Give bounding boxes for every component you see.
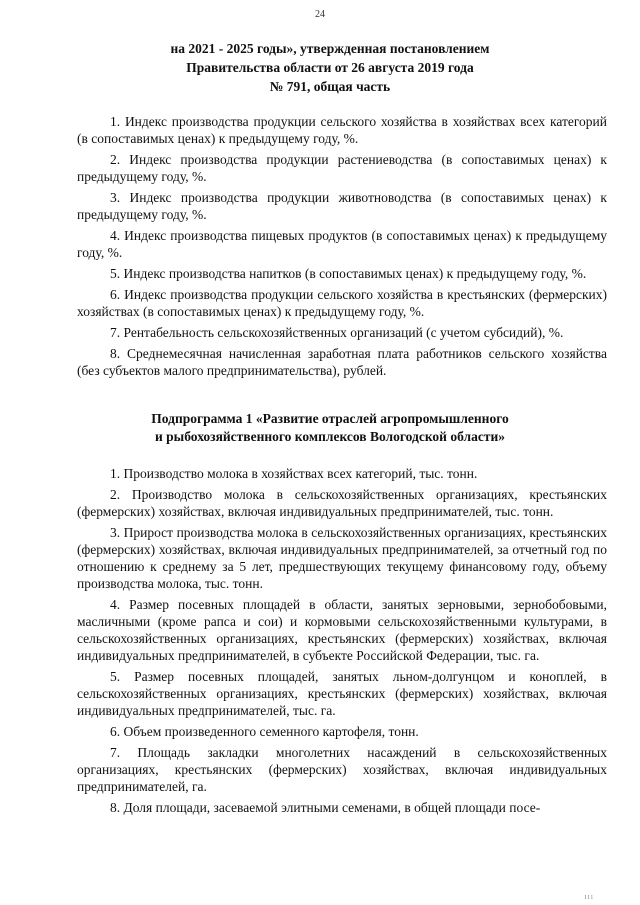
list-item: 6. Объем произведенного семенного картофеля, тонн.: [110, 724, 419, 739]
general-indicators-list: [77, 113, 607, 383]
list-item: 1. Индекс производства продукции сельского хозяйства в хозяйствах всех категорий (в сопоставимых ценах) к предыдущему году, %.: [77, 114, 607, 146]
list-item: 7. Площадь закладки многолетних насаждений в сельскохозяйственных организациях, крестьянских (фермерских) хозяйствах, включая индивидуальных предпринимателей, га.: [77, 745, 607, 794]
list-item: 2. Индекс производства продукции растениеводства (в сопоставимых ценах) к предыдущему году, %.: [77, 152, 607, 184]
list-item: 3. Прирост производства молока в сельскохозяйственных организациях, крестьянских (фермерских) хозяйствах, включая индивидуальных предпринимателей, за отчетный год по отношению к среднему за 5 лет, предшествующих текущему финансовому году, объему производства молока, тыс. тонн.: [77, 525, 607, 591]
subprogram-heading-line-1: Подпрограмма 1 «Развитие отраслей агропромышленного: [151, 411, 509, 426]
list-item: 3. Индекс производства продукции животноводства (в сопоставимых ценах) к предыдущему году, %.: [77, 190, 607, 222]
corner-mark: ııı: [584, 892, 594, 901]
list-item: 2. Производство молока в сельскохозяйственных организациях, крестьянских (фермерских) хозяйствах, включая индивидуальных предпринимателей, тыс. тонн.: [77, 487, 607, 519]
list-item: 5. Размер посевных площадей, занятых льном-долгунцом и коноплей, в сельскохозяйственных организациях, крестьянских (фермерских) хозяйствах, включая индивидуальных предпринимателей, тыс. га.: [77, 669, 607, 718]
document-title: [60, 39, 600, 96]
list-item: 4. Размер посевных площадей в области, занятых зерновыми, зернобобовыми, масличными (кроме рапса и сои) и кормовыми сельскохозяйственными культурами, в сельскохозяйственных организациях, крестьянских (фермерских) хозяйствах, включая индивидуальных предпринимателей, в субъекте Российской Федерации, тыс. га.: [77, 597, 607, 663]
title-line-2: Правительства области от 26 августа 2019 года: [186, 60, 474, 75]
list-item: 7. Рентабельность сельскохозяйственных организаций (с учетом субсидий), %.: [110, 325, 564, 340]
list-item: 5. Индекс производства напитков (в сопоставимых ценах) к предыдущему году, %.: [110, 266, 587, 281]
title-line-1: на 2021 - 2025 годы», утвержденная постановлением: [170, 41, 490, 56]
list-item: 8. Среднемесячная начисленная заработная плата работников сельского хозяйства (без субъектов малого предпринимательства), рублей.: [77, 346, 607, 378]
subprogram-indicators-list: [77, 465, 607, 820]
list-item: 6. Индекс производства продукции сельского хозяйства в крестьянских (фермерских) хозяйствах (в сопоставимых ценах) к предыдущему году, %.: [77, 287, 607, 319]
subprogram-heading: [60, 410, 600, 446]
list-item: 8. Доля площади, засеваемой элитными семенами, в общей площади посе-: [110, 800, 541, 815]
list-item: 4. Индекс производства пищевых продуктов (в сопоставимых ценах) к предыдущему году, %.: [77, 228, 607, 260]
subprogram-heading-line-2: и рыбохозяйственного комплексов Вологодской области»: [155, 429, 505, 444]
list-item: 1. Производство молока в хозяйствах всех категорий, тыс. тонн.: [110, 466, 478, 481]
title-line-3: № 791, общая часть: [269, 79, 391, 94]
page-number: 24: [315, 9, 325, 20]
